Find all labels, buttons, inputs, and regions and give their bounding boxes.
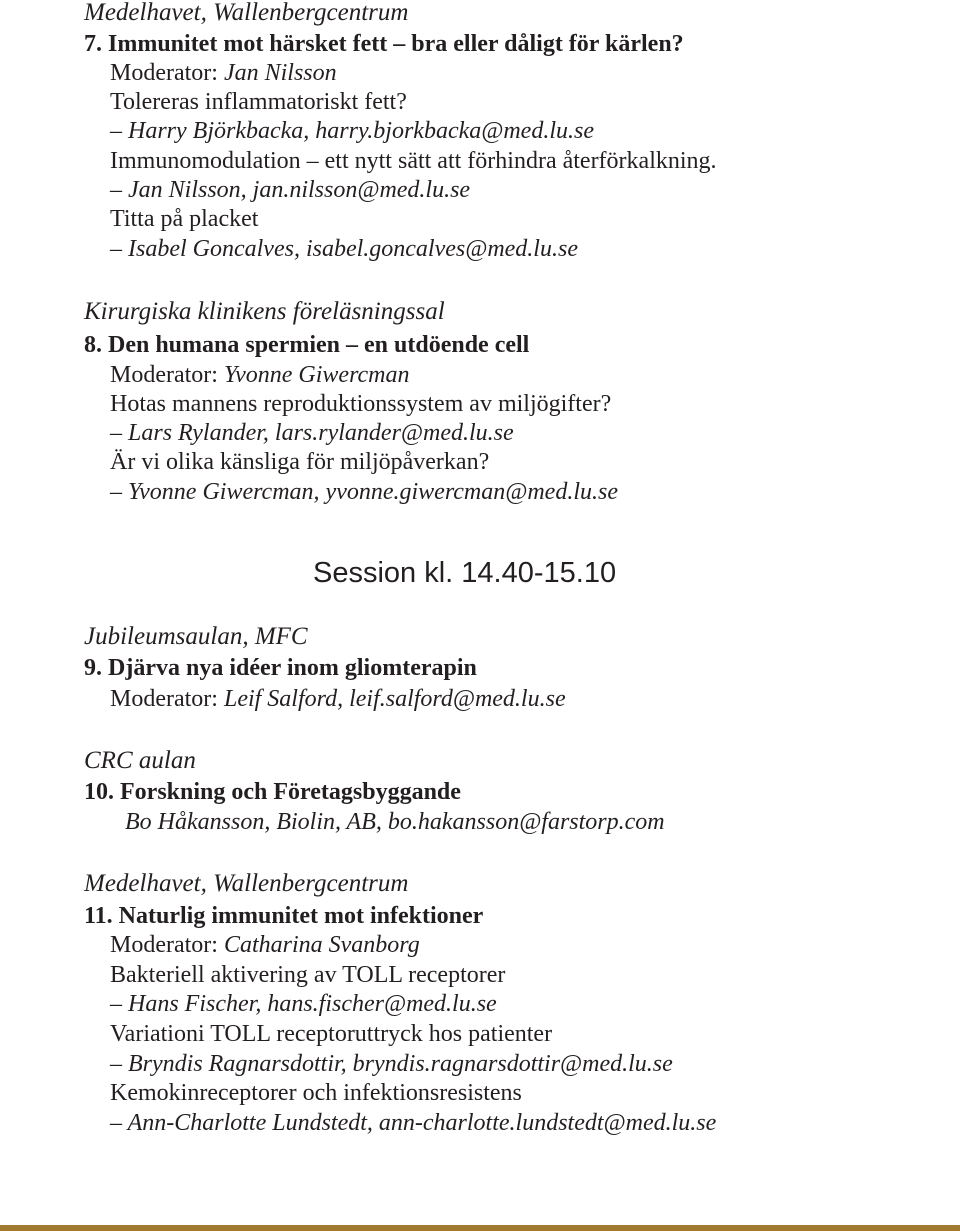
talk-speaker: – Yvonne Giwercman, yvonne.giwercman@med.lu.se <box>110 479 618 505</box>
talk-title: Hotas mannens reproduktionssystem av miljögifter? <box>110 391 612 417</box>
moderator-name: Catharina Svanborg <box>223 932 420 958</box>
moderator-line <box>110 684 566 714</box>
talk-speaker: Bo Håkansson, Biolin, AB, bo.hakansson@farstorp.com <box>125 809 665 835</box>
moderator-name: Yvonne Giwercman <box>223 362 410 388</box>
venue-heading: Kirurgiska klinikens föreläsningssal <box>84 298 445 325</box>
footer-bar <box>0 1225 960 1231</box>
session-title: 9. Djärva nya idéer inom gliomterapin <box>84 655 477 681</box>
moderator-label: Moderator: <box>110 932 224 958</box>
moderator-label: Moderator: <box>110 362 224 388</box>
moderator-name: Jan Nilsson <box>223 60 337 86</box>
talk-title: Bakteriell aktivering av TOLL receptorer <box>110 962 506 988</box>
moderator-label: Moderator: <box>110 686 224 712</box>
talk-title: Kemokinreceptorer och infektionsresistens <box>110 1080 522 1106</box>
session-title: 10. Forskning och Företagsbyggande <box>84 779 461 805</box>
talk-title: Är vi olika känsliga för miljöpåverkan? <box>110 449 490 475</box>
venue-heading: Medelhavet, Wallenbergcentrum <box>84 870 409 897</box>
talk-speaker: – Jan Nilsson, jan.nilsson@med.lu.se <box>110 177 471 203</box>
moderator-line <box>110 930 420 960</box>
talk-speaker: – Bryndis Ragnarsdottir, bryndis.ragnarsdottir@med.lu.se <box>110 1051 673 1077</box>
talk-title: Tolereras inflammatoriskt fett? <box>110 89 407 115</box>
venue-heading: Jubileumsaulan, MFC <box>84 623 308 650</box>
moderator-line <box>110 360 410 390</box>
session-title: 11. Naturlig immunitet mot infektioner <box>84 903 484 929</box>
talk-title: Titta på placket <box>110 206 259 232</box>
talk-speaker: – Isabel Goncalves, isabel.goncalves@med.lu.se <box>110 236 578 262</box>
moderator-label: Moderator: <box>110 60 224 86</box>
session-title: 8. Den humana spermien – en utdöende cell <box>84 332 530 358</box>
talk-title: Variationi TOLL receptoruttryck hos patienter <box>110 1021 553 1047</box>
talk-speaker: – Hans Fischer, hans.fischer@med.lu.se <box>110 991 497 1017</box>
session-title: 7. Immunitet mot härsket fett – bra eller dåligt för kärlen? <box>84 31 684 57</box>
talk-title: Immunomodulation – ett nytt sätt att förhindra återförkalkning. <box>110 148 717 174</box>
moderator-name: Leif Salford, leif.salford@med.lu.se <box>223 686 566 712</box>
venue-heading: Medelhavet, Wallenbergcentrum <box>84 0 409 26</box>
venue-heading: CRC aulan <box>84 747 196 774</box>
talk-speaker: – Harry Björkbacka, harry.bjorkbacka@med.lu.se <box>110 118 594 144</box>
moderator-line <box>110 58 337 88</box>
talk-speaker: – Ann-Charlotte Lundstedt, ann-charlotte.lundstedt@med.lu.se <box>110 1110 717 1136</box>
session-time-heading: Session kl. 14.40-15.10 <box>313 557 617 589</box>
talk-speaker: – Lars Rylander, lars.rylander@med.lu.se <box>110 420 514 446</box>
